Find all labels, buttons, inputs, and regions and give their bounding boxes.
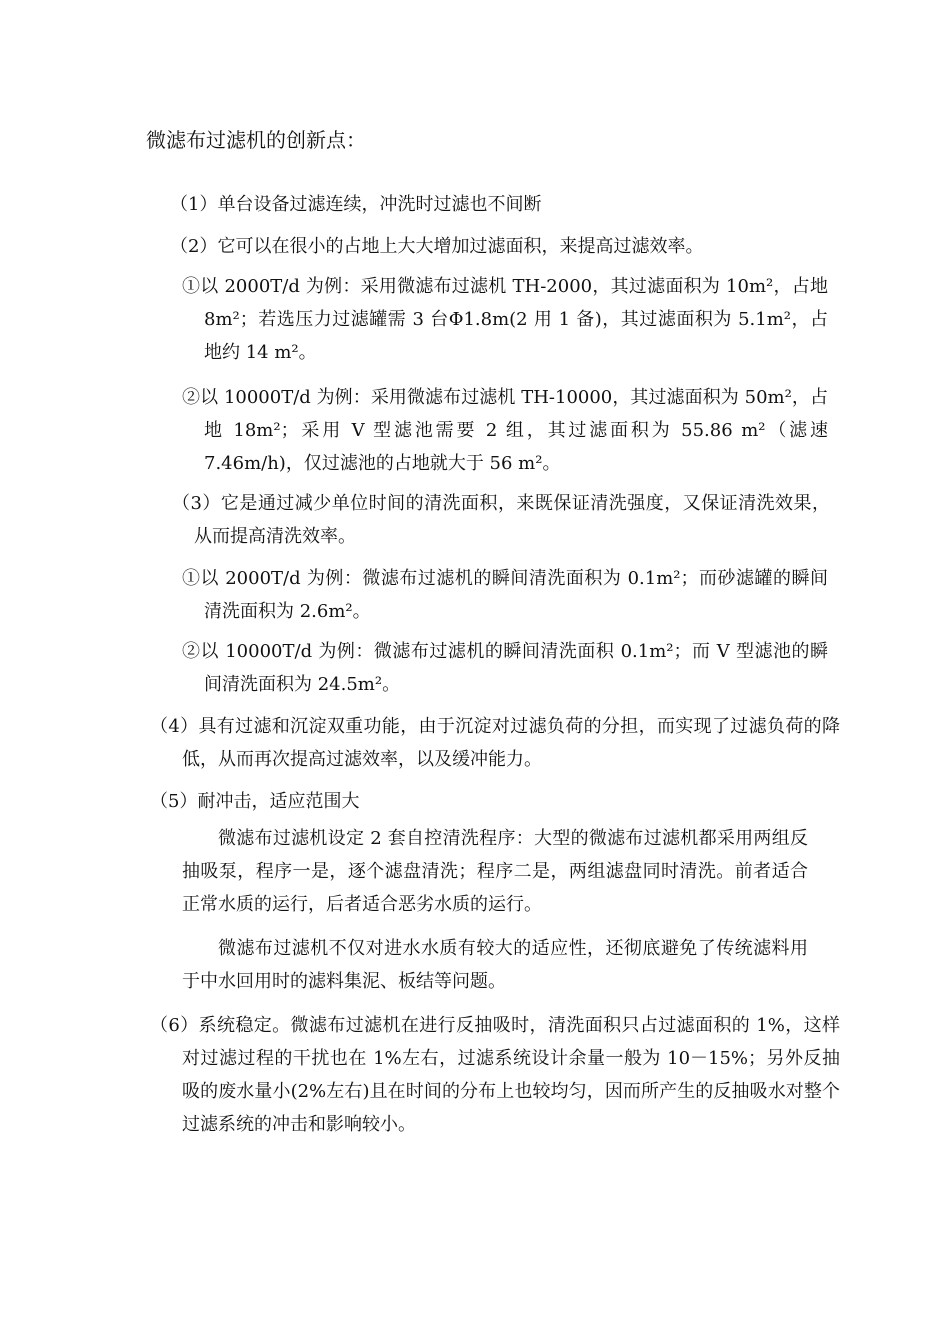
point-2: （2）它可以在很小的占地上大大增加过滤面积，来提高过滤效率。 — [170, 236, 704, 257]
point-2-example-2: ②以 10000T/d 为例：采用微滤布过滤机 TH-10000，其过滤面积为 50m²，占地 18m²；采用 V 型滤池需要 2 组，其过滤面积为 55.86 m²（滤速 7.46m/h)，仅过滤池的占地就大于 56 m²。 — [182, 387, 828, 474]
point-5-paragraph-2: 微滤布过滤机不仅对进水水质有较大的适应性，还彻底避免了传统滤料用于中水回用时的滤料集泥、板结等问题。 — [182, 938, 808, 992]
point-5: （5）耐冲击，适应范围大 — [150, 791, 360, 812]
point-3-example-1: ①以 2000T/d 为例：微滤布过滤机的瞬间清洗面积为 0.1m²；而砂滤罐的瞬间清洗面积为 2.6m²。 — [182, 568, 828, 622]
point-5-paragraph-1: 微滤布过滤机设定 2 套自控清洗程序：大型的微滤布过滤机都采用两组反抽吸泵，程序一是，逐个滤盘清洗；程序二是，两组滤盘同时清洗。前者适合正常水质的运行，后者适合恶劣水质的运行。 — [182, 828, 808, 915]
point-2-example-1: ①以 2000T/d 为例：采用微滤布过滤机 TH-2000，其过滤面积为 10m²，占地 8m²；若选压力过滤罐需 3 台Φ1.8m(2 用 1 备)，其过滤面积为 5.1m²，占地约 14 m²。 — [182, 276, 828, 363]
point-3: （3）它是通过减少单位时间的清洗面积，来既保证清洗强度，又保证清洗效果，从而提高清洗效率。 — [172, 493, 830, 547]
point-6: （6）系统稳定。微滤布过滤机在进行反抽吸时，清洗面积只占过滤面积的 1%，这样对过滤过程的干扰也在 1%左右，过滤系统设计余量一般为 10－15%；另外反抽吸的废水量小(2%左右)且在时间的分布上也较均匀，因而所产生的反抽吸水对整个过滤系统的冲击和影响较小。 — [150, 1015, 840, 1135]
point-1: （1）单台设备过滤连续，冲洗时过滤也不间断 — [170, 194, 542, 215]
point-4: （4）具有过滤和沉淀双重功能，由于沉淀对过滤负荷的分担，而实现了过滤负荷的降低，从而再次提高过滤效率，以及缓冲能力。 — [150, 716, 840, 770]
point-3-example-2: ②以 10000T/d 为例：微滤布过滤机的瞬间清洗面积 0.1m²；而 V 型滤池的瞬间清洗面积为 24.5m²。 — [182, 641, 828, 695]
document-title: 微滤布过滤机的创新点： — [146, 128, 366, 152]
